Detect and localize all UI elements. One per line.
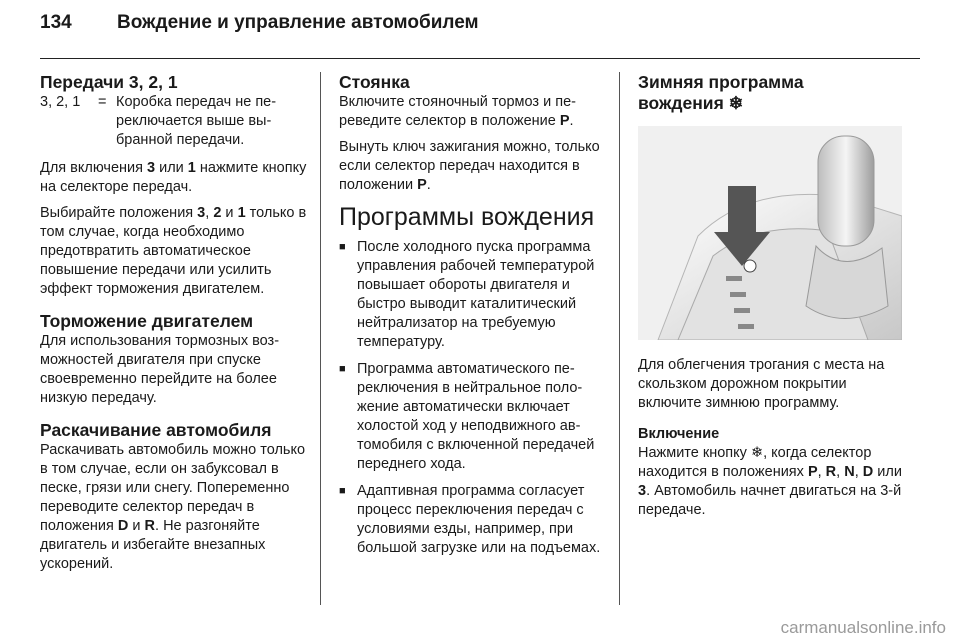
- definition-equals: =: [98, 94, 107, 110]
- heading-rocking: Раскачивание автомобиля: [40, 420, 272, 440]
- heading-driving-programs: Программы вождения: [339, 203, 595, 231]
- definition-row: [40, 93, 308, 150]
- column-1: [40, 72, 308, 581]
- heading-parking: Стоянка: [339, 72, 410, 92]
- list-item: ■ Адаптивная программа согласует процесс переключения передач с условиями езды, например, при большой загрузке или на подъемах.: [339, 482, 607, 558]
- column-2: [339, 72, 607, 566]
- paragraph-gear-positions: Выбирайте положения 3, 2 и 1 только в том случае, когда необходимо предотвратить автоматическое повышение передачи или усилить эффект торможения двигателем.: [40, 205, 307, 297]
- heading-winter-program: Зимняя программа вождения ❄: [638, 72, 804, 113]
- watermark: carmanualsonline.info: [780, 618, 946, 637]
- paragraph-activation: Нажмите кнопку ❄, когда селектор находится в положениях P, R, N, D или 3. Автомобиль начнет двигаться на 3-й передаче.: [638, 445, 902, 518]
- paragraph-gear-select: Для включения 3 или 1 нажмите кнопку на селекторе передач.: [40, 160, 307, 195]
- list-item: ■ После холодного пуска программа управления рабочей температурой повышает обороты двигателя и быстро выводит каталитический нейтрализатор на требуемую температуру.: [339, 238, 607, 352]
- definition-term: 3, 2, 1: [40, 94, 81, 110]
- programs-list: [339, 238, 607, 558]
- heading-gears: Передачи 3, 2, 1: [40, 72, 178, 92]
- paragraph-winter-intro: Для облегчения трогания с места на скользком дорожном покрытии включите зимнюю программу.: [638, 357, 885, 411]
- definition-description: Коробка передач не переключается выше выбранной передачи.: [116, 94, 277, 148]
- column-divider-2: [619, 72, 620, 605]
- page-header: [40, 12, 479, 34]
- snowflake-icon: ❄: [750, 445, 764, 461]
- heading-activation: Включение: [638, 426, 720, 442]
- paragraph-parking-brake: Включите стояночный тормоз и переведите селектор в положение P.: [339, 94, 576, 129]
- gear-selector-illustration: [638, 126, 902, 340]
- header-rule: [40, 58, 920, 59]
- page-title: Вождение и управление автомобилем: [116, 12, 479, 33]
- paragraph-ignition-key: Вынуть ключ зажигания можно, только если селектор передач находится в положении P.: [339, 139, 600, 193]
- list-item: ■ Программа автоматического переключения в нейтральное положение автоматически включает холостой ход у неподвижного автомобиля с включенной передачей переднего хода.: [339, 360, 607, 474]
- page-number: 134: [40, 12, 72, 33]
- column-3: [638, 72, 903, 527]
- snowflake-icon: ❄: [728, 93, 744, 113]
- paragraph-rocking: Раскачивать автомобиль можно только в том случае, если он забуксовал в песке, грязи или снегу. Попеременно переводите селектор передач в положения D и R. Не разгоняйте двигатель и избегайте внезапных ускорений.: [40, 442, 306, 572]
- paragraph-engine-braking: Для использования тормозных возможностей двигателя при спуске своевременно перейдите на более низкую передачу.: [40, 333, 280, 406]
- heading-engine-braking: Торможение двигателем: [40, 311, 254, 331]
- column-divider-1: [320, 72, 321, 605]
